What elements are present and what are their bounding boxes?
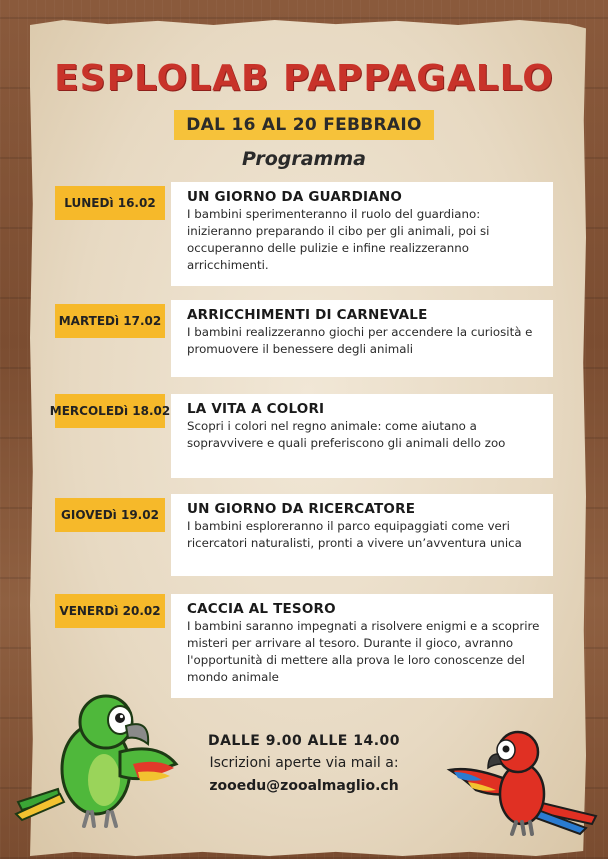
red-macaw-illustration <box>446 724 604 844</box>
activity-title: UN GIORNO DA RICERCATORE <box>187 501 416 517</box>
activity-card-monday <box>171 182 553 286</box>
activity-card-wednesday <box>171 394 553 478</box>
activity-title: LA VITA A COLORI <box>187 401 325 417</box>
activity-card-friday <box>171 594 553 698</box>
registration-text: Iscrizioni aperte via mail a: <box>209 755 399 771</box>
green-parrot-illustration <box>8 684 183 844</box>
activity-description: I bambini sperimenteranno il ruolo del guardiano: inizieranno preparando il cibo per gli animali, poi si occuperanno delle pulizie e infine realizzeranno arricchimenti. <box>187 207 490 272</box>
section-heading: Programma <box>242 148 366 170</box>
activity-description: I bambini saranno impegnati a risolvere enigmi e a scoprire misteri per arrivare al tesoro. Durante il gioco, avranno l'opportunità di mettere alla prova le loro conoscenze del mondo animale <box>187 619 540 684</box>
date-range-banner: DAL 16 AL 20 FEBBRAIO <box>174 110 434 140</box>
day-label-monday: LUNEDì 16.02 <box>55 186 165 220</box>
activity-description: Scopri i colori nel regno animale: come aiutano a sopravvivere e quali preferiscono gli animali dello zoo <box>187 419 506 450</box>
activity-description: I bambini realizzeranno giochi per accendere la curiosità e promuovere il benessere degli animali <box>187 325 533 356</box>
day-label-tuesday: MARTEDì 17.02 <box>55 304 165 338</box>
activity-title: UN GIORNO DA GUARDIANO <box>187 189 403 205</box>
day-label-wednesday: MERCOLEDì 18.02 <box>55 394 165 428</box>
email-link[interactable]: zooedu@zooalmaglio.ch <box>209 778 399 794</box>
subtitle-wrapper <box>0 110 608 140</box>
activity-card-thursday <box>171 494 553 576</box>
activity-title: ARRICCHIMENTI DI CARNEVALE <box>187 307 428 323</box>
hours-text: DALLE 9.00 ALLE 14.00 <box>207 733 401 749</box>
activity-title: CACCIA AL TESORO <box>187 601 336 617</box>
activity-card-tuesday <box>171 300 553 377</box>
day-label-friday: VENERDì 20.02 <box>55 594 165 628</box>
day-label-thursday: GIOVEDì 19.02 <box>55 498 165 532</box>
activity-description: I bambini esploreranno il parco equipaggiati come veri ricercatori naturalisti, pronti a vivere un’avventura unica <box>187 519 522 550</box>
poster-title: ESPLOLAB PAPPAGALLO <box>54 58 554 99</box>
